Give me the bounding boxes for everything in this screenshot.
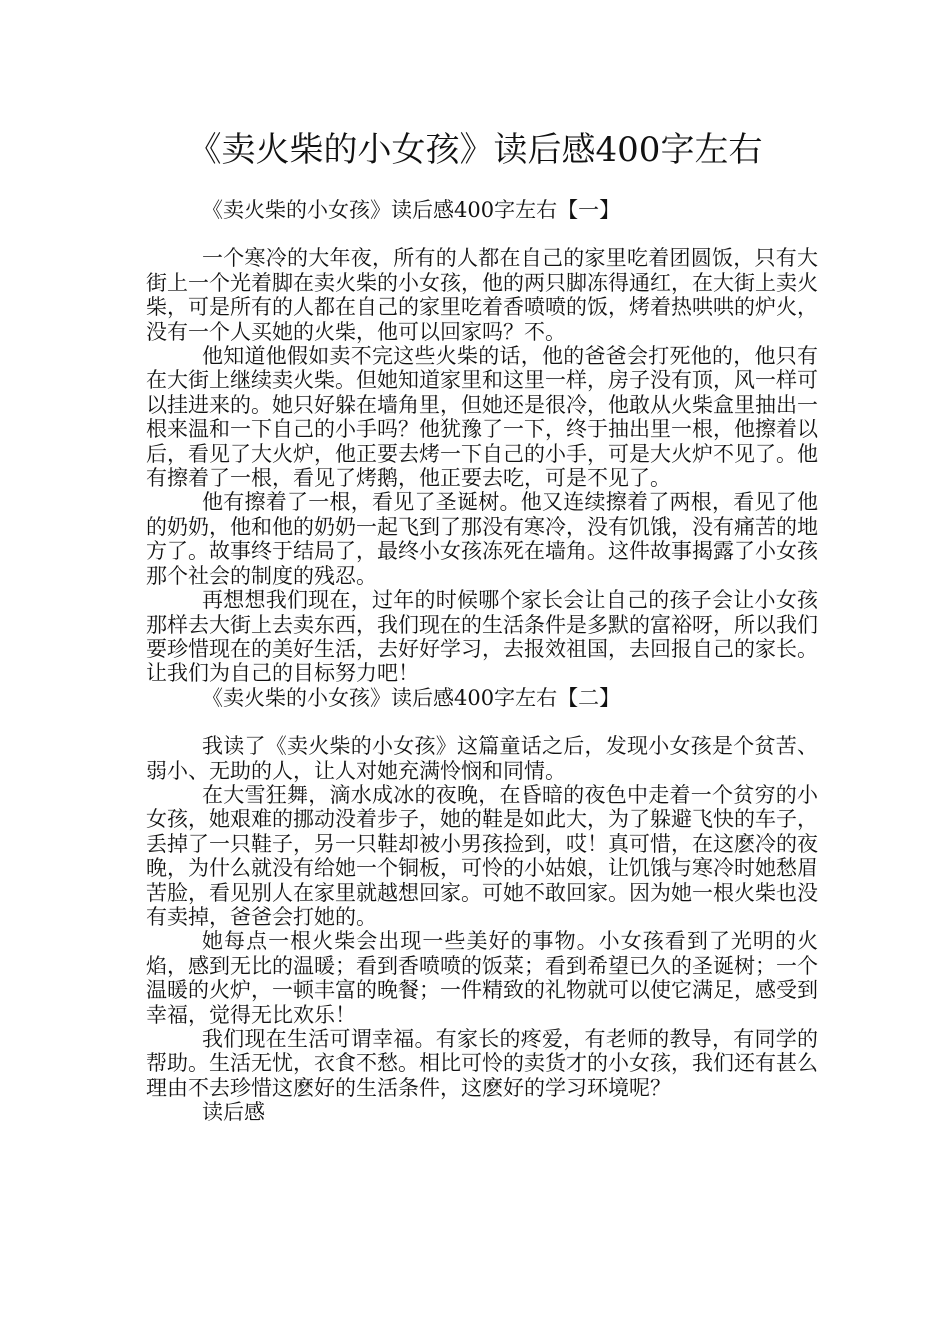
paragraph: 他知道他假如卖不完这些火柴的话，他的爸爸会打死他的，他只有在大街上继续卖火柴。但她知道家里和这里一样，房子没有顶，风一样可以挂进来的。她只好躲在墙角里，但她还是很冷，他敢从火柴盒里抽出一根来温和一下自己的小手吗？他犹豫了一下，终于抽出里一根，他擦着以后，看见了大火炉，他正要去烤一下自己的小手，可是大火炉不见了。他有擦着了一根，看见了烤鹅，他正要去吃，可是不见了。: [146, 344, 818, 491]
paragraph: 一个寒冷的大年夜，所有的人都在自己的家里吃着团圆饭，只有大街上一个光着脚在卖火柴的小女孩，他的两只脚冻得通红，在大街上卖火柴，可是所有的人都在自己的家里吃着香喷喷的饭，烤着热哄哄的炉火，没有一个人买她的火柴，他可以回家吗？不。: [146, 246, 818, 344]
section-heading-1: 《卖火柴的小女孩》读后感400字左右【一】: [202, 198, 621, 222]
paragraph: 再想想我们现在，过年的时候哪个家长会让自己的孩子会让小女孩那样去大街上去卖东西，我们现在的生活条件是多默的富裕呀，所以我们要珍惜现在的美好生活，去好好学习，去报效祖国，去回报自己的家长。让我们为自己的目标努力吧！: [146, 588, 818, 686]
paragraph: 在大雪狂舞，滴水成冰的夜晚，在昏暗的夜色中走着一个贫穷的小女孩，她艰难的挪动没着步子，她的鞋是如此大，为了躲避飞快的车子，丢掉了一只鞋子，另一只鞋却被小男孩捡到，哎！真可惜，在这麽冷的夜晚，为什么就没有给她一个铜板，可怜的小姑娘，让饥饿与寒冷时她愁眉苦脸，看见别人在家里就越想回家。可她不敢回家。因为她一根火柴也没有卖掉，爸爸会打她的。: [146, 782, 818, 929]
paragraph: 他有擦着了一根，看见了圣诞树。他又连续擦着了两根，看见了他的奶奶，他和他的奶奶一起飞到了那没有寒冷，没有饥饿，没有痛苦的地方了。故事终于结局了，最终小女孩冻死在墙角。这件故事揭露了小女孩那个社会的制度的残忍。: [146, 490, 818, 588]
paragraph: 我们现在生活可谓幸福。有家长的疼爱，有老师的教导，有同学的帮助。生活无忧，衣食不愁。相比可怜的卖货才的小女孩，我们还有甚么理由不去珍惜这麽好的生活条件，这麽好的学习环境呢？: [146, 1027, 818, 1100]
paragraph: 她每点一根火柴会出现一些美好的事物。小女孩看到了光明的火焰，感到无比的温暖；看到香喷喷的饭菜；看到希望已久的圣诞树；一个温暖的火炉，一顿丰富的晚餐；一件精致的礼物就可以使它满足，感受到幸福，觉得无比欢乐！: [146, 929, 818, 1027]
document-body: [146, 198, 818, 1125]
section-heading-2: 《卖火柴的小女孩》读后感400字左右【二】: [202, 685, 621, 710]
page-title: 《卖火柴的小女孩》读后感400字左右: [187, 130, 763, 170]
paragraph: 我读了《卖火柴的小女孩》这篇童话之后，发现小女孩是个贫苦、弱小、无助的人，让人对她充满怜悯和同情。: [146, 734, 818, 783]
paragraph: 读后感: [202, 1100, 265, 1125]
